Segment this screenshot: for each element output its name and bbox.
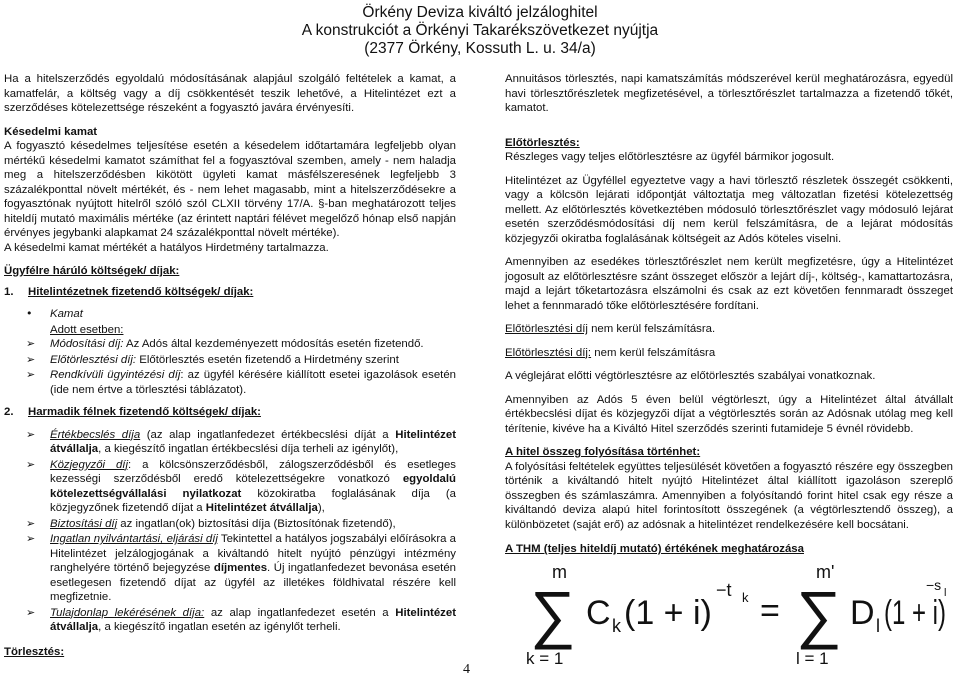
list-item [50, 368, 456, 397]
thm-formula [520, 560, 950, 668]
item-text: : az ügyfél kérésére kiállított esetei igazolások esetén (ide nem értve a törlesztési táblázatot). [50, 369, 456, 396]
item-bold: Hitelintézet átvállalja [50, 606, 456, 633]
item-term: Módosítási díj: [50, 338, 124, 350]
formula-open-right: (1 + i) [884, 594, 946, 632]
item-text: (az alap ingatlanfedezet értékbecslési díját a [140, 428, 396, 441]
formula-sum-right: ∑ [796, 578, 842, 650]
formula-sum-left: ∑ [530, 578, 576, 650]
elotorlesztesi-dij-line [505, 322, 953, 337]
formula-d-sub: l [876, 616, 880, 636]
item-bold: Hitelintézet átvállalja [50, 428, 456, 455]
document-header [0, 4, 960, 58]
list-item [50, 532, 456, 605]
header-address: (2377 Örkény, Kossuth L. u. 34/a) [364, 40, 596, 57]
item-text: közokiratba foglalásának díja (a közjegyzőnek fizetendő díjat a [50, 487, 456, 514]
formula-exp-minus-s: −s [926, 577, 942, 593]
section-1-kamat-list [4, 307, 456, 322]
section-1-title: Hitelintézetnek fizetendő költségek/ díjak: [28, 285, 254, 298]
amennyiben-paragraph: Amennyiben az esedékes törlesztőrészlet nem került megfizetésre, úgy a Hitelintézet jogosult az előtörlesztésre szánt összeget először a lejárt díj-, költség-, kamattartozásra, majd a lejárt tőketartozásra elszámolni és csak az ezt követően fennmaradt összeget lehet a fennmaradó tőke előtörlesztésére fordítani. [505, 256, 953, 312]
list-item [50, 337, 456, 352]
section-1-heading [4, 285, 456, 300]
section-2-number: 2. [4, 406, 14, 418]
dij-label: Előtörlesztési díj [505, 323, 588, 335]
veglejarat-paragraph: A véglejárat előtti végtörlesztésre az előtörlesztés szabályai vonatkoznak. [505, 370, 876, 382]
formula-c-sub: k [612, 616, 621, 636]
elotorlesztes-body: Részleges vagy teljes előtörlesztésre az ügyfél bármikor jogosult. [505, 151, 835, 163]
item-term: Előtörlesztési díj: [50, 353, 137, 366]
list-item [50, 517, 456, 532]
folyositas-body: A folyósítási feltételek együttes teljesülését követően a fogyasztó részére egy összegben történik a kiváltandó hitelt nyújtó Hitelintézet által kiállított igazoláson szereplő összegben és számlaszámra. Amennyiben a folyósítandó forint hitel csak egy része a kiváltandó deviza alapú hitel forintosított összegének (a végtörlesztendő összeg), a különbözetet (saját erő) az adósnak a hitelintézet rendelkezésére kell bocsátani. [505, 460, 953, 531]
dij-text: nem kerül felszámításra [591, 346, 716, 359]
formula-equals: = [760, 592, 780, 630]
item-text: : a kölcsönszerződésből, zálogszerződésből és esetleges kezességi szerződésből eredő kötelezettségekre vonatkozó [50, 458, 456, 485]
item-text: az ingatlan(ok) biztosítási díja (Biztosítónak fizetendő), [117, 517, 396, 530]
item-text: ), [317, 502, 325, 514]
item-text: Előtörlesztés esetén fizetendő a Hirdetmény szerint [136, 353, 399, 366]
formula-exp-minus-t: −t [716, 580, 732, 600]
vegtorlesztes-paragraph: Amennyiben az Adós 5 éven belül végtörleszt, úgy a Hitelintézet által átvállalt értékbecslési díjat és közjegyzői díjat a végtörlesztés során az Adósnak utólag meg kell térítenie, kivéve ha a Kiváltó Hitel szerződés szerinti futamideje 5 évnél rövidebb. [505, 393, 953, 435]
adott-esetben-label: Adott esetben: [50, 323, 124, 336]
section-1-number: 1. [4, 285, 14, 298]
hitelintezet-paragraph: Hitelintézet az Ügyféllel egyeztetve vagy a havi törlesztő részletek összegét csökkenti, vagy a kölcsön lejárati időpontját változtatja meg változatlan fizetési kötelezettség mellett. Az előtörlesztés következtében módosuló törlesztőrészlet vagy módosuló lejárat esetén szerződésmódosítási díj nem kerül felszámításra, de a lejárat módosítás közjegyzői okiratba foglalásának költségeit az Adós köteles viselni. [505, 174, 953, 245]
item-term: Biztosítási díj [50, 517, 118, 530]
item-term: Közjegyzői díj [50, 458, 129, 471]
item-text: az alap ingatlanfedezet esetén a [204, 606, 396, 619]
item-text: , a kiegészítő ingatlan értékbecslési díja terheli az igénylőt), [98, 443, 399, 455]
item-term: Értékbecslés díja [50, 428, 141, 441]
section-1-list [4, 337, 456, 397]
formula-l-eq-1: l = 1 [796, 649, 829, 668]
right-column [505, 72, 953, 557]
dij-label: Előtörlesztési díj: [505, 346, 592, 359]
section-2-heading [4, 405, 456, 420]
list-item: • Kamat [50, 307, 456, 322]
item-text: Az Adós által kezdeményezett módosítás esetén fizetendő. [123, 338, 424, 350]
list-item [50, 428, 456, 457]
item-text: Tekintettel a hatályos jogszabályi előírásokra a Hitelintézet jelzálogjogának a kiváltandó hitelt nyújtó pénzügyi intézmény ranghelyére történő bejegyzése [50, 533, 456, 574]
dij-text: nem kerül felszámításra. [587, 323, 716, 335]
ugyfelre-title: Ügyfélre hárúló költségek/ díjak: [4, 265, 180, 277]
page-number: 4 [463, 662, 470, 677]
formula-d: D [850, 594, 875, 632]
torlesztes-title: Törlesztés: [4, 645, 65, 658]
section-2-list [4, 428, 456, 635]
list-item [50, 458, 456, 516]
kesedelmi-kamat-title: Késedelmi kamat [4, 125, 98, 138]
formula-exp-k: k [742, 590, 749, 605]
formula-m-prime: m' [816, 562, 835, 582]
item-text: , a kiegészítő ingatlan esetén az igénylőt terheli. [98, 621, 341, 633]
elotorlesztesi-dij-line-2 [505, 346, 953, 361]
item-bold: egyoldalú kötelezettségvállalási nyilatkozat [50, 473, 456, 500]
formula-open: (1 + i) [624, 594, 712, 632]
elotorlesztes-title: Előtörlesztés: [505, 136, 580, 149]
list-item [50, 606, 456, 635]
annuitasos-paragraph: Annuitásos törlesztés, napi kamatszámítás módszerével kerül meghatározásra, egyedül havi törlesztőrészletek megfizetésével, a törlesztőrészlet tartalmazza a fizetendő tőkét, kamatot. [505, 73, 953, 114]
list-item [50, 353, 456, 368]
header-subtitle: A konstrukciót a Örkényi Takarékszövetkezet nyújtja [301, 22, 659, 39]
item-term: Tulajdonlap lekérésének díja: [50, 606, 205, 619]
formula-c: C [586, 594, 611, 632]
item-bold: Hitelintézet átvállalja [205, 502, 318, 514]
formula-exp-l: l [944, 587, 947, 599]
intro-paragraph: Ha a hitelszerződés egyoldalú módosításának alapjául szolgáló feltételek a kamat, a kamatfelár, a költség vagy a díj csökkentését teszik lehetővé, a Hitelintézet ezt a szerződéses kötelezettsége részeként a fogyasztó javára érvényesíti. [4, 73, 456, 114]
formula-m-top-left: m [552, 562, 567, 582]
formula-k-eq-1: k = 1 [526, 649, 564, 668]
folyositas-title: A hitel összeg folyósítása történhet: [505, 446, 701, 458]
kesedelmi-kamat-last: A késedelmi kamat mértékét a hatályos Hirdetmény tartalmazza. [4, 241, 329, 254]
thm-title: A THM (teljes hiteldíj mutató) értékének meghatározása [505, 543, 804, 555]
section-2-title: Harmadik félnek fizetendő költségek/ díjak: [28, 406, 261, 418]
header-title: Örkény Deviza kiváltó jelzáloghitel [362, 4, 598, 21]
left-column [4, 72, 456, 659]
item-term: Ingatlan nyilvántartási, eljárási díj [50, 533, 218, 545]
item-text: . Új ingatlanfedezet bevonása esetén esetlegesen fizetendő díjat az ügyfél az illetékes földhivatal részére kell megfizetnie. [50, 562, 456, 603]
item-term: Rendkívüli ügyintézési díj [50, 369, 181, 381]
item-bold: díjmentes [213, 562, 268, 574]
kesedelmi-kamat-body: A fogyasztó késedelmes teljesítése esetén a késedelem időtartamára legfeljebb olyan mértékű késedelmi kamatot számíthat fel a fogyasztóval szemben, amely - nem haladja meg a hitelszerződésben kikötött ügyleti kamat másfélszeresének legfeljebb 3 százalékponttal növelt mértékét, és - nem lehet magasabb, mint a hitelszerződésekre a fogyasztónak nyújtott hitelről szóló szól CLXII törvény 17/A. §-ban meghatározott teljes hiteldíj mutató maximális mértéke (az érintett naptári félévet megelőző hónap első napján érvényes jegybanki alapkamat 24 százalékponttal növelt mértéke). [4, 140, 456, 239]
